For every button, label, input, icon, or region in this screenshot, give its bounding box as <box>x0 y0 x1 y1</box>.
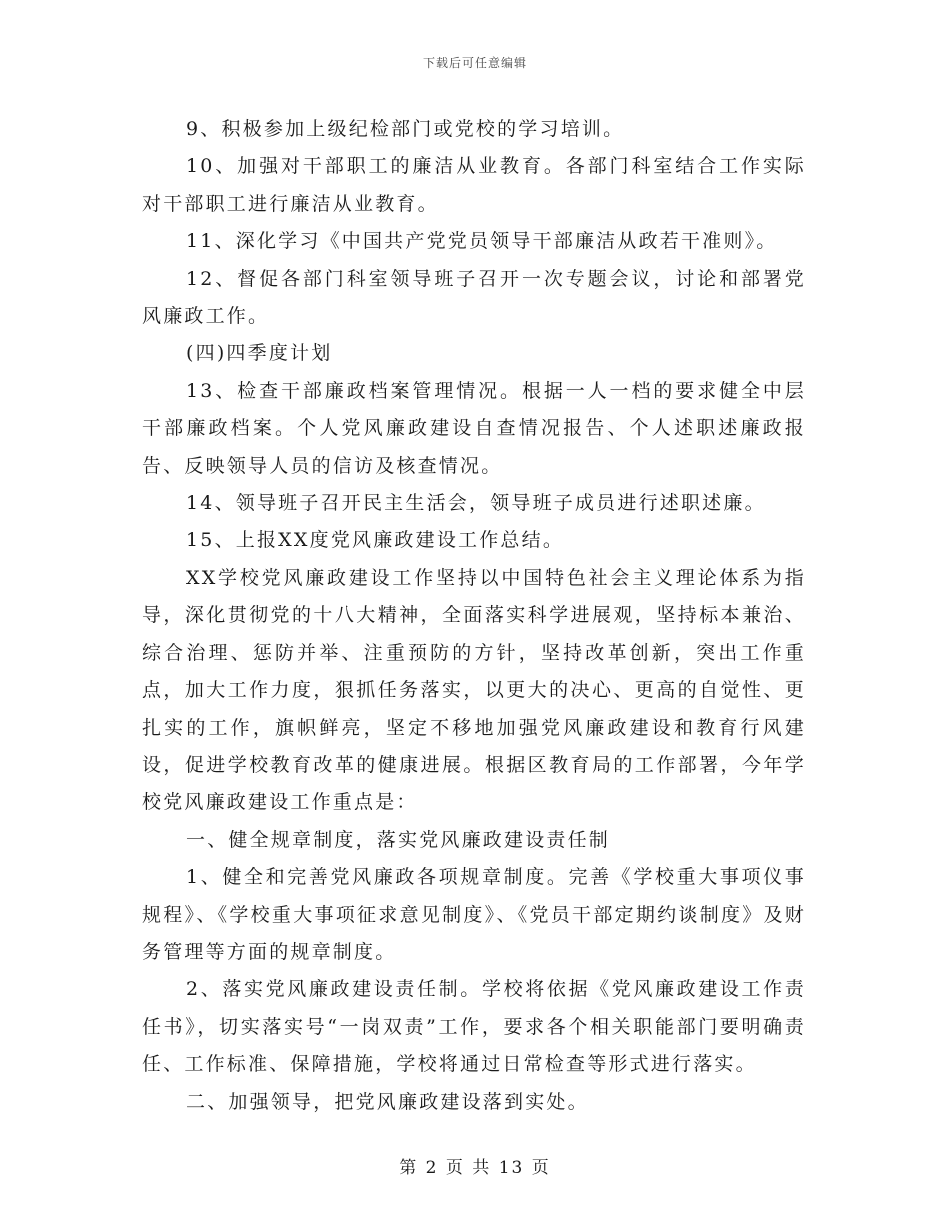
section-heading-q4-plan: (四)四季度计划 <box>186 342 333 365</box>
paragraph-item-10: 10、加强对干部职工的廉洁从业教育。各部门科室结合工作实际对干部职工进行廉洁从业教育。 <box>142 155 806 215</box>
page-header: 下载后可任意编辑 <box>422 56 527 70</box>
paragraph-item-12: 12、督促各部门科室领导班子召开一次专题会议，讨论和部署党风廉政工作。 <box>142 267 806 328</box>
paragraph-item-9: 9、积极参加上级纪检部门或党校的学习培训。 <box>186 118 625 140</box>
section-heading-2: 二、加强领导，把党风廉政建设落到实处。 <box>186 1090 589 1113</box>
paragraph-item-11: 11、深化学习《中国共产党党员领导干部廉洁从政若干准则》。 <box>186 230 778 253</box>
section-heading-1: 一、健全规章制度，落实党风廉政建设责任制 <box>186 828 611 851</box>
paragraph-intro: XX学校党风廉政建设工作坚持以中国特色社会主义理论体系为指导，深化贯彻党的十八大精神，全面落实科学进展观，坚持标本兼治、综合治理、惩防并举、注重预防的方针，坚持改革创新，突出工作重点，加大工作力度，狠抓任务落实，以更大的决心、更高的自觉性、更扎实的工作，旗帜鲜亮，坚定不移地加强党风廉政建设和教育行风建设，促进学校教育改革的健康进展。根据区教育局的工作部署，今年学校党风廉政建设工作重点是： <box>142 566 806 814</box>
document-body <box>142 111 806 1121</box>
paragraph-item-13: 13、检查干部廉政档案管理情况。根据一人一档的要求健全中层干部廉政档案。个人党风廉政建设自查情况报告、个人述职述廉政报告、反映领导人员的信访及核查情况。 <box>142 379 806 477</box>
paragraph-point-2: 2、落实党风廉政建设责任制。学校将依据《党风廉政建设工作责任书》，切实落实号“一岗双责”工作，要求各个相关职能部门要明确责任、工作标准、保障措施，学校将通过日常检查等形式进行落实。 <box>142 978 806 1076</box>
page-number-text: 第 2 页 共 13 页 <box>399 1158 551 1178</box>
page-number-footer <box>0 1153 950 1178</box>
paragraph-item-15: 15、上报XX度党风廉政建设工作总结。 <box>186 529 565 552</box>
paragraph-item-14: 14、领导班子召开民主生活会，领导班子成员进行述职述廉。 <box>186 492 766 515</box>
paragraph-point-1: 1、健全和完善党风廉政各项规章制度。完善《学校重大事项仪事规程》、《学校重大事项征求意见制度》、《党员干部定期约谈制度》及财务管理等方面的规章制度。 <box>142 866 806 963</box>
